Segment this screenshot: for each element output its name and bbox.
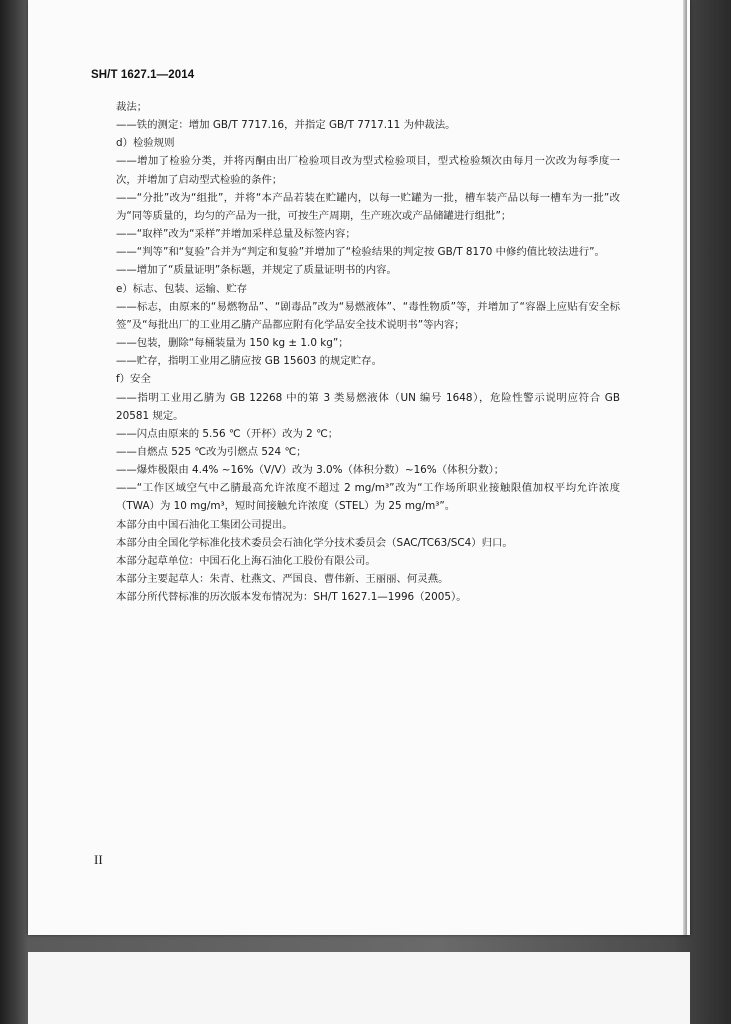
list-item: ——增加了检验分类，并将丙酮由出厂检验项目改为型式检验项目，型式检验频次由每月一次改为每季度一次，并增加了启动型式检验的条件； — [116, 155, 620, 186]
list-item: ——自燃点 525 ℃改为引燃点 524 ℃； — [116, 445, 307, 458]
statement-line: 本部分所代替标准的历次版本发布情况为：SH/T 1627.1—1996（2005）。 — [116, 591, 467, 604]
list-item: ——“工作区域空气中乙腈最高允许浓度不超过 2 mg/m³”改为“工作场所职业接触限值加权平均允许浓度（TWA）为 10 mg/m³，短时间接触允许浓度（STEL）为 25 mg/m³”。 — [116, 482, 620, 513]
page-number: II — [94, 852, 103, 867]
list-item: ——指明工业用乙腈为 GB 12268 中的第 3 类易燃液体（UN 编号 1648），危险性警示说明应符合 GB 20581 规定。 — [116, 391, 620, 422]
statement-line: 本部分由全国化学标准化技术委员会石油化学分技术委员会（SAC/TC63/SC4）归口。 — [116, 536, 513, 549]
list-item: ——贮存，指明工业用乙腈应按 GB 15603 的规定贮存。 — [116, 355, 382, 368]
list-item: ——“判等”和“复验”合并为“判定和复验”并增加了“检验结果的判定按 GB/T 8170 中修约值比较法进行”。 — [116, 246, 605, 259]
list-item: ——铁的测定：增加 GB/T 7717.16，并指定 GB/T 7717.11 为仲裁法。 — [116, 119, 456, 132]
list-item: ——包装，删除“每桶装量为 150 kg ± 1.0 kg”； — [116, 337, 349, 350]
list-item: ——增加了“质量证明”条标题，并规定了质量证明书的内容。 — [116, 264, 397, 277]
page-edge — [683, 0, 687, 935]
page-body — [116, 98, 620, 606]
statement-line: 本部分主要起草人：朱青、杜燕文、严国良、曹伟新、王丽丽、何灵燕。 — [116, 573, 449, 586]
section-heading: e）标志、包装、运输、贮存 — [116, 282, 248, 295]
list-item: ——爆炸极限由 4.4% ~16%（V/V）改为 3.0%（体积分数）~16%（体积分数）； — [116, 464, 505, 477]
statement-line: 本部分由中国石油化工集团公司提出。 — [116, 518, 293, 531]
list-item: ——标志，由原来的“易燃物品”、“剧毒品”改为“易燃液体”、“毒性物质”等，并增加了“容器上应贴有安全标签”及“每批出厂的工业用乙腈产品都应附有化学品安全技术说明书”等内容； — [116, 300, 620, 331]
statement-line: 本部分起草单位：中国石化上海石油化工股份有限公司。 — [116, 554, 376, 567]
text-line: 裁法； — [116, 101, 148, 113]
standard-identifier: SH/T 1627.1—2014 — [91, 69, 195, 81]
section-heading: f）安全 — [116, 373, 151, 386]
list-item: ——“取样”改为“采样”并增加采样总量及标签内容； — [116, 228, 356, 241]
list-item: ——“分批”改为“组批”，并将“本产品若装在贮罐内，以每一贮罐为一批，槽车装产品以每一槽车为一批”改为“同等质量的，均匀的产品为一批，可按生产周期，生产班次或产品储罐进行组批”； — [116, 191, 620, 222]
section-heading: d）检验规则 — [116, 137, 175, 150]
list-item: ——闪点由原来的 5.56 ℃（开杯）改为 2 ℃； — [116, 427, 339, 440]
next-page — [28, 952, 690, 1024]
